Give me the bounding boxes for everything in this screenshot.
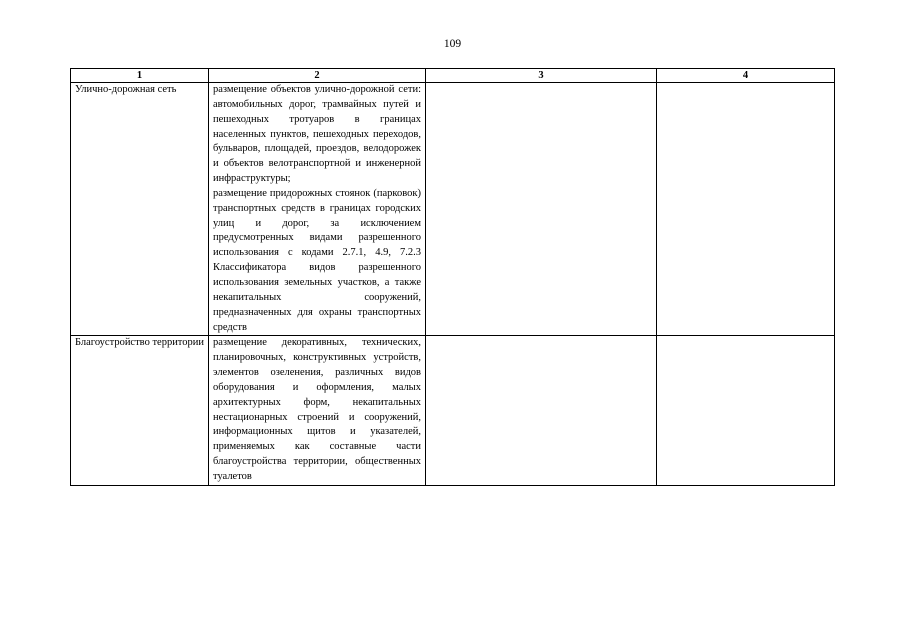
table-cell-col4 xyxy=(657,336,835,485)
table-cell-col3 xyxy=(426,83,657,336)
table-cell-col4 xyxy=(657,83,835,336)
table-cell-col3 xyxy=(426,336,657,485)
permitted-use-table xyxy=(70,68,835,486)
table-row-landscaping xyxy=(71,336,835,485)
use-type-description xyxy=(209,83,426,336)
use-type-name: Улично-дорожная сеть xyxy=(71,83,209,336)
column-header-3: 3 xyxy=(426,69,657,83)
table-row-street-network xyxy=(71,83,835,336)
description-paragraph: размещение объектов улично-дорожной сети: автомобильных дорог, трамвайных путей и пешеходных тротуаров в границах населенных пунктов, пешеходных переходов, бульваров, площадей, проездов, велодорожек и объектов велотранспортной и инженерной инфраструктуры; xyxy=(213,84,421,185)
description-paragraph: размещение придорожных стоянок (парковок) транспортных средств в границах городских улиц и дорог, за исключением предусмотренных видами разрешенного использования с кодами 2.7.1, 4.9, 7.2.3 Классификатора видов разрешенного использования земельных участков, а также некапитальных сооружений, предназначенных для охраны транспортных средств xyxy=(213,187,421,333)
table-header-row xyxy=(71,69,835,83)
use-type-description xyxy=(209,336,426,485)
page-number: 109 xyxy=(443,38,462,50)
column-header-4: 4 xyxy=(657,69,835,83)
column-header-1: 1 xyxy=(71,69,209,83)
use-type-name: Благоустройство территории xyxy=(71,336,209,485)
column-header-2: 2 xyxy=(209,69,426,83)
description-paragraph: размещение декоративных, технических, планировочных, конструктивных устройств, элементов озеленения, различных видов оборудования и оформления, малых архитектурных форм, некапитальных нестационарных строений и сооружений, информационных щитов и указателей, применяемых как составные части благоустройства территории, общественных туалетов xyxy=(213,337,421,482)
